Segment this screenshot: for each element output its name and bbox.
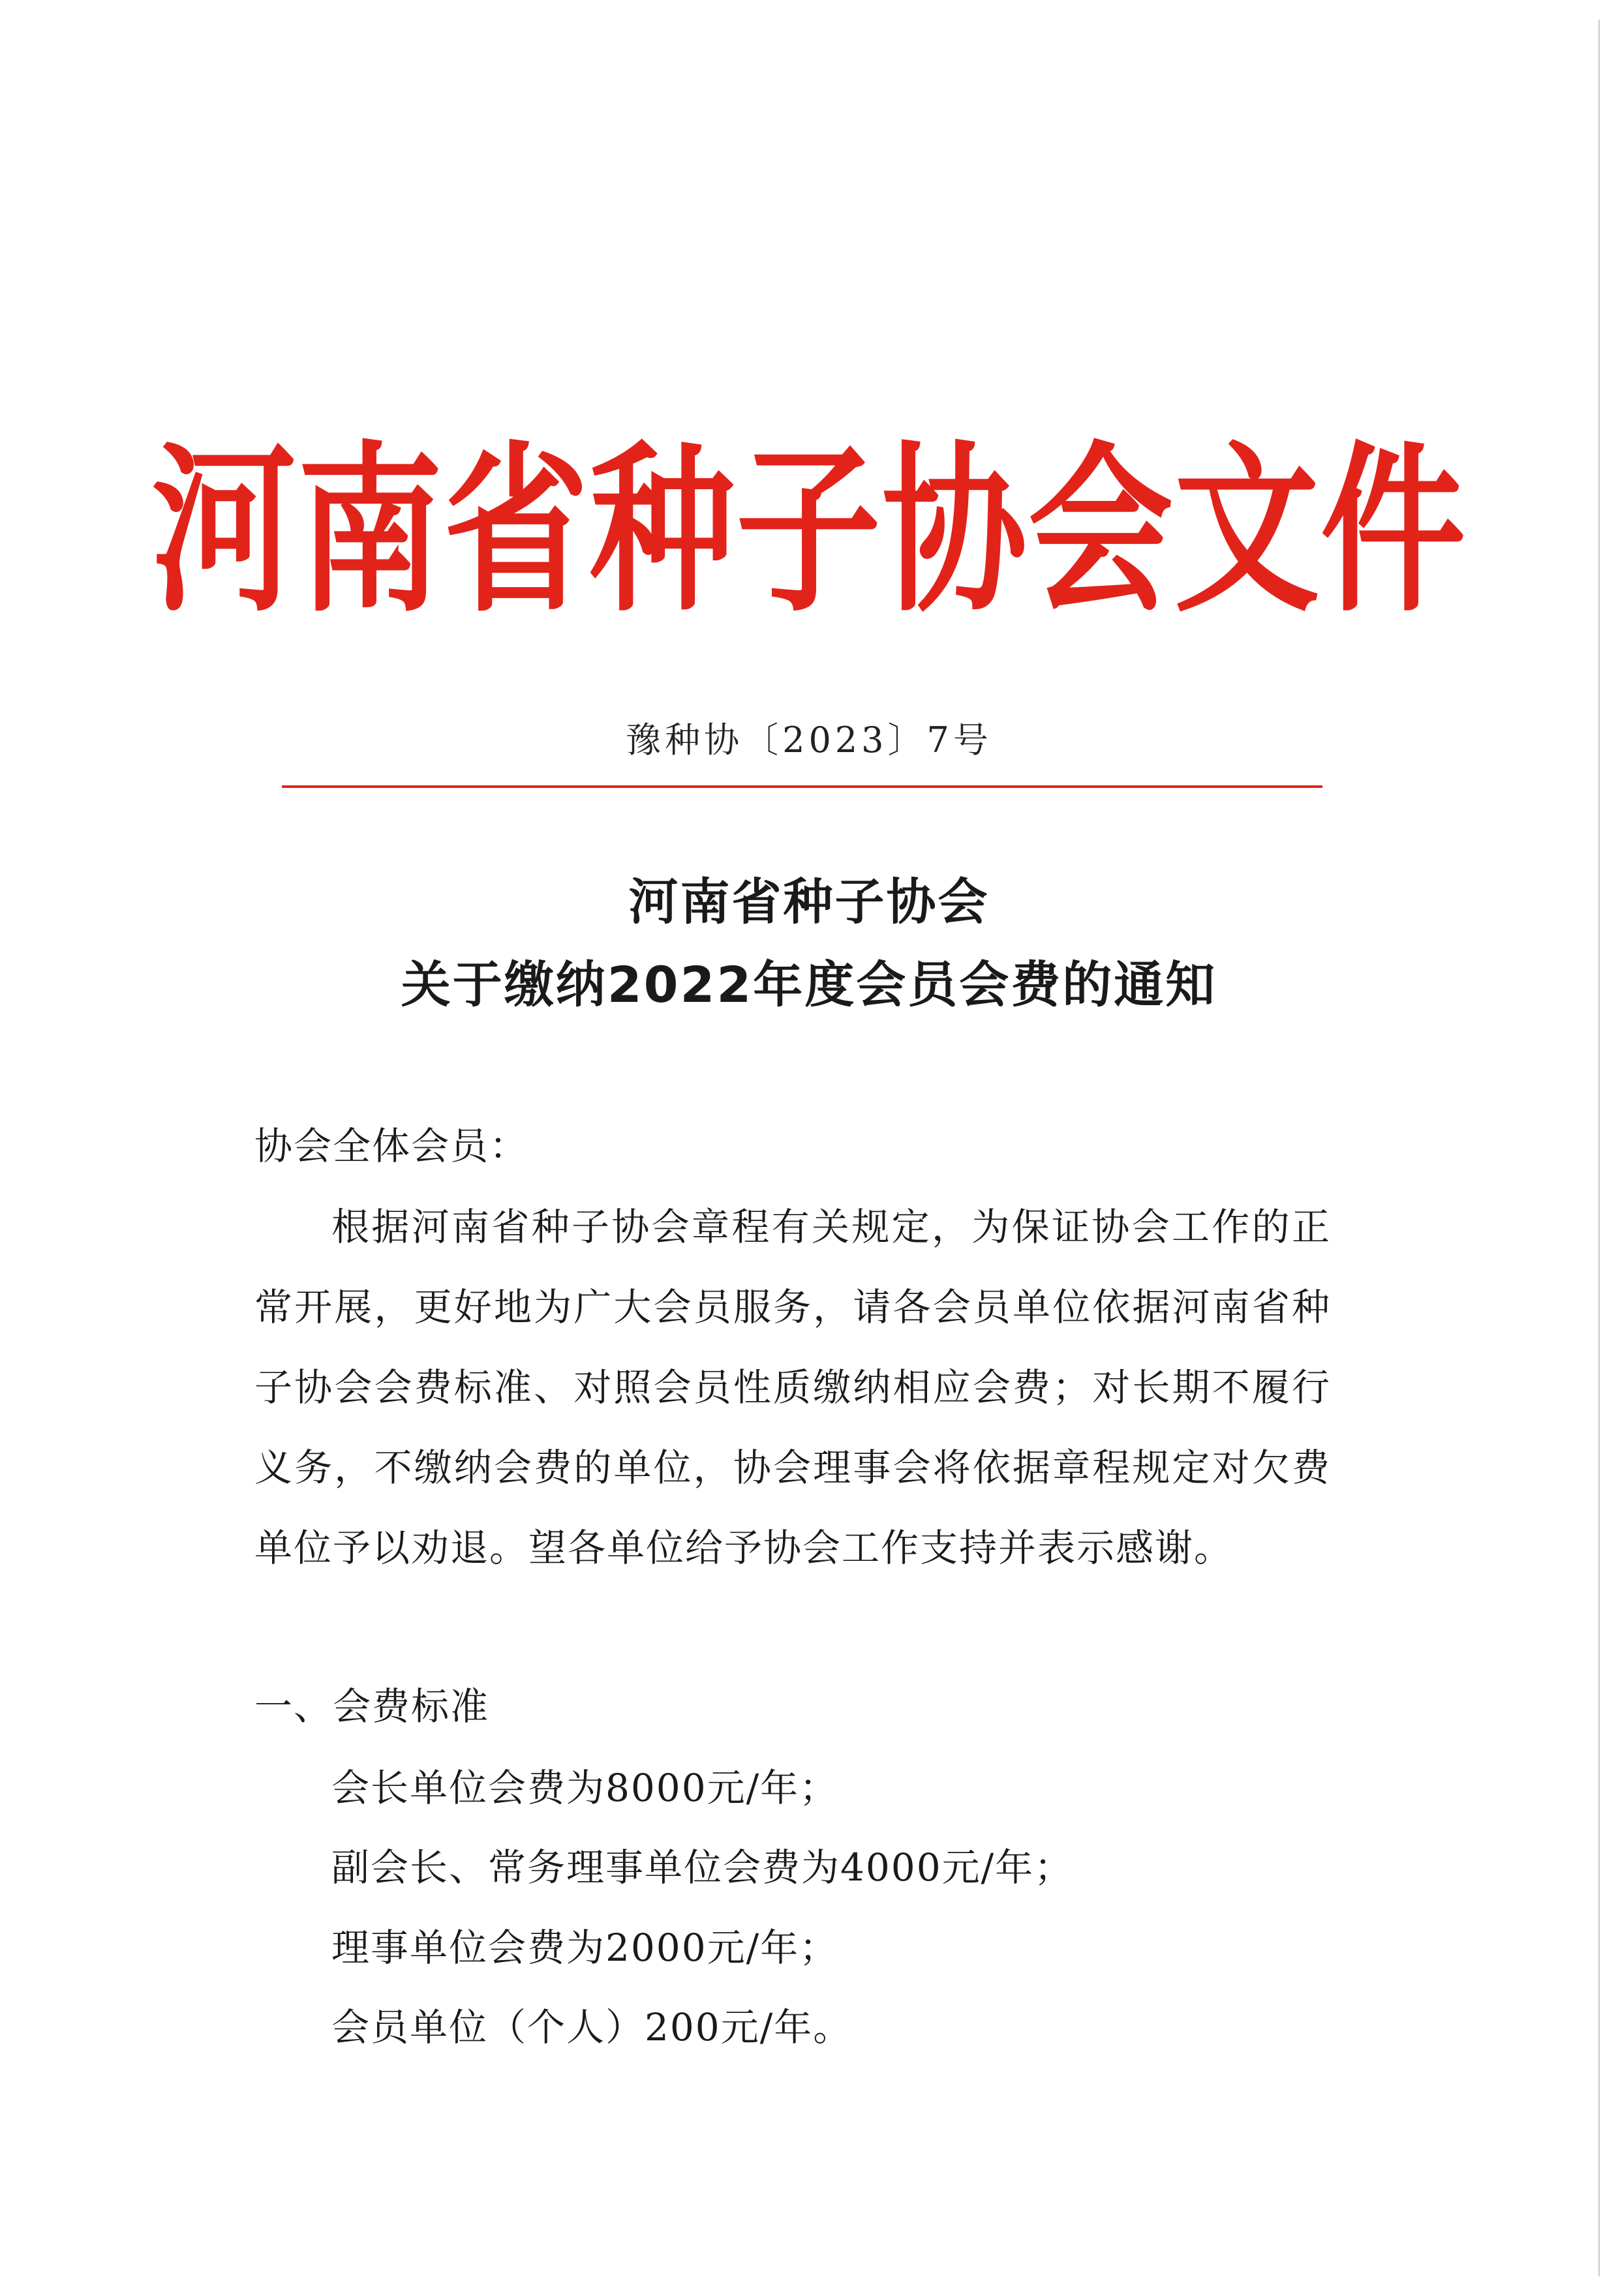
- section-heading-fee-standard: 一、会费标准: [254, 1684, 490, 1729]
- document-title-line-2: 关于缴纳2022年度会员会费的通知: [401, 956, 1217, 1014]
- fee-item-president: 会长单位会费为8000元/年；: [331, 1766, 839, 1810]
- fee-item-member: 会员单位（个人）200元/年。: [331, 2005, 853, 2049]
- document-number: 豫种协〔2023〕7号: [626, 719, 992, 761]
- scan-edge-line: [1598, 20, 1600, 2276]
- salutation: 协会全体会员：: [254, 1124, 529, 1168]
- document-title-line-1: 河南省种子协会: [628, 873, 990, 931]
- body-paragraph: 根据河南省种子协会章程有关规定，为保证协会工作的正常开展，更好地为广大会员服务，请各会员单位依据河南省种子协会会费标准、对照会员性质缴纳相应会费；对长期不履行义务，不缴纳会费的单位，协会理事会将依据章程规定对欠费单位予以劝退。望各单位给予协会工作支持并表示感谢。: [254, 1205, 1331, 1570]
- fee-item-vice-president: 副会长、常务理事单位会费为4000元/年；: [331, 1845, 1074, 1890]
- red-divider-rule: [282, 785, 1322, 788]
- document-masthead: 河南省种子协会文件: [151, 426, 1467, 637]
- fee-item-director: 理事单位会费为2000元/年；: [331, 1926, 839, 1970]
